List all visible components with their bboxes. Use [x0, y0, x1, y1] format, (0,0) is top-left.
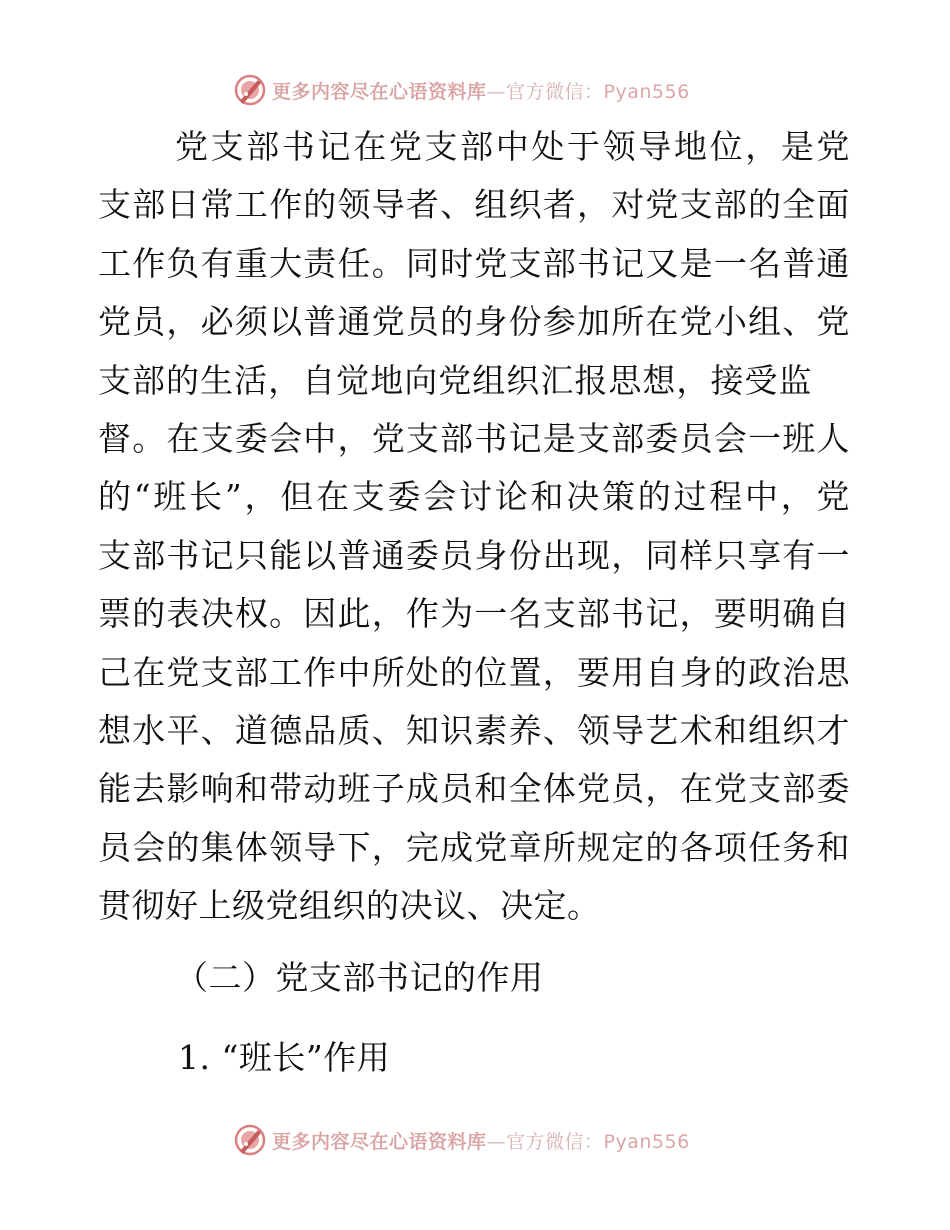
red-pen-seal-icon: [234, 74, 266, 106]
paragraph-line: 支部日常工作的领导者、组织者，对党支部的全面: [98, 185, 850, 225]
paragraph-line: 党支部书记在党支部中处于领导地位，是党: [175, 127, 850, 166]
paragraph-line: 党员，必须以普通党员的身份参加所在党小组、党: [98, 302, 850, 342]
paragraph-line: 支部书记只能以普通委员身份出现，同样只享有一: [98, 535, 850, 575]
paragraph-line: 想水平、道德品质、知识素养、领导艺术和组织才: [98, 710, 850, 750]
watermark-separator: —官方微信：: [486, 80, 604, 103]
paragraph-line: 能去影响和带动班子成员和全体党员，在党支部委: [98, 769, 850, 809]
watermark-main-text: 更多内容尽在心语资料库: [272, 80, 487, 103]
paragraph-line: 的“班长”，但在支委会讨论和决策的过程中，党: [98, 477, 850, 517]
section-heading: （二）党支部书记的作用: [175, 958, 544, 997]
watermark-wechat-id: Pyan556: [603, 80, 690, 103]
red-pen-seal-icon: [234, 1124, 266, 1156]
subsection-heading: 1. “班长”作用: [178, 1038, 391, 1077]
paragraph-line: 支部的生活，自觉地向党组织汇报思想，接受监: [98, 360, 812, 400]
watermark-separator: —官方微信：: [486, 1130, 604, 1153]
header-watermark: [234, 70, 714, 110]
paragraph-line: 票的表决权。因此，作为一名支部书记，要明确自: [98, 594, 850, 634]
paragraph-line: 督。在支委会中，党支部书记是支部委员会一班人: [98, 418, 850, 458]
watermark-wechat-id: Pyan556: [603, 1130, 690, 1153]
paragraph-line: 贯彻好上级党组织的决议、决定。: [98, 886, 601, 926]
paragraph-line: 己在党支部工作中所处的位置，要用自身的政治思: [98, 652, 850, 692]
footer-watermark: [234, 1120, 714, 1160]
main-paragraph: [98, 118, 850, 935]
paragraph-line: 工作负有重大责任。同时党支部书记又是一名普通: [98, 243, 850, 283]
watermark-main-text: 更多内容尽在心语资料库: [272, 1130, 487, 1153]
paragraph-line: 员会的集体领导下，完成党章所规定的各项任务和: [98, 827, 850, 867]
